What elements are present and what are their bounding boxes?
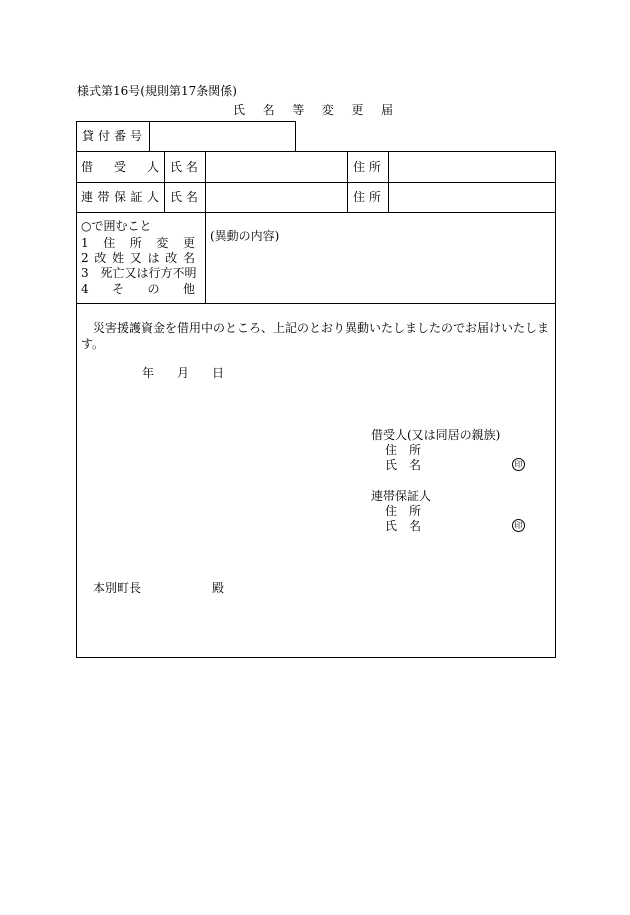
change-option-2[interactable]: 2 改 姓 又 は 改 名 xyxy=(81,251,195,265)
guarantor-address-label: 住 所 xyxy=(353,190,381,204)
addressee: 本別町長 xyxy=(93,581,142,595)
date-month: 月 xyxy=(177,366,190,380)
signer-guarantor-heading: 連帯保証人 xyxy=(371,489,432,503)
title-char: 更 xyxy=(351,103,364,117)
title-char: 変 xyxy=(321,103,334,117)
title-char: 名 xyxy=(262,103,275,117)
change-options-instruction: ○で囲むこと xyxy=(81,219,152,233)
signer-guarantor-address-label: 住 所 xyxy=(385,504,422,518)
form-title xyxy=(233,104,393,116)
borrower-address-label: 住 所 xyxy=(353,160,381,174)
borrower-name-label: 氏 名 xyxy=(170,160,198,174)
change-content-label: (異動の内容) xyxy=(210,229,280,243)
change-option-3[interactable]: 3 死亡又は行方不明 xyxy=(81,266,197,280)
borrower-label: 借 受 人 xyxy=(81,160,159,174)
date-day: 日 xyxy=(212,366,225,380)
change-option-4[interactable]: 4 そ の 他 xyxy=(81,282,195,296)
form-reference: 様式第16号(規則第17条関係) xyxy=(77,84,237,98)
guarantor-name-label: 氏 名 xyxy=(170,190,198,204)
title-char: 等 xyxy=(292,103,305,117)
date-year: 年 xyxy=(142,366,155,380)
title-char: 氏 xyxy=(233,103,246,117)
statement-line-1: 災害援護資金を借用中のところ、上記のとおり異動いたしましたのでお届けいたしま xyxy=(93,321,550,335)
signer-borrower-heading: 借受人(又は同居の親族) xyxy=(371,428,501,442)
loan-number-label: 貸 付 番 号 xyxy=(82,129,142,143)
seal-icon: 印 xyxy=(512,519,525,532)
signer-borrower-name-label: 氏 名 xyxy=(385,458,422,472)
honorific: 殿 xyxy=(212,581,225,595)
title-char: 届 xyxy=(380,103,393,117)
change-option-1[interactable]: 1 住 所 変 更 xyxy=(81,236,195,250)
seal-icon: 印 xyxy=(512,458,525,471)
guarantor-label: 連 帯 保 証 人 xyxy=(81,190,159,204)
signer-borrower-address-label: 住 所 xyxy=(385,443,422,457)
statement-line-2: す。 xyxy=(81,337,105,351)
signer-guarantor-name-label: 氏 名 xyxy=(385,519,422,533)
